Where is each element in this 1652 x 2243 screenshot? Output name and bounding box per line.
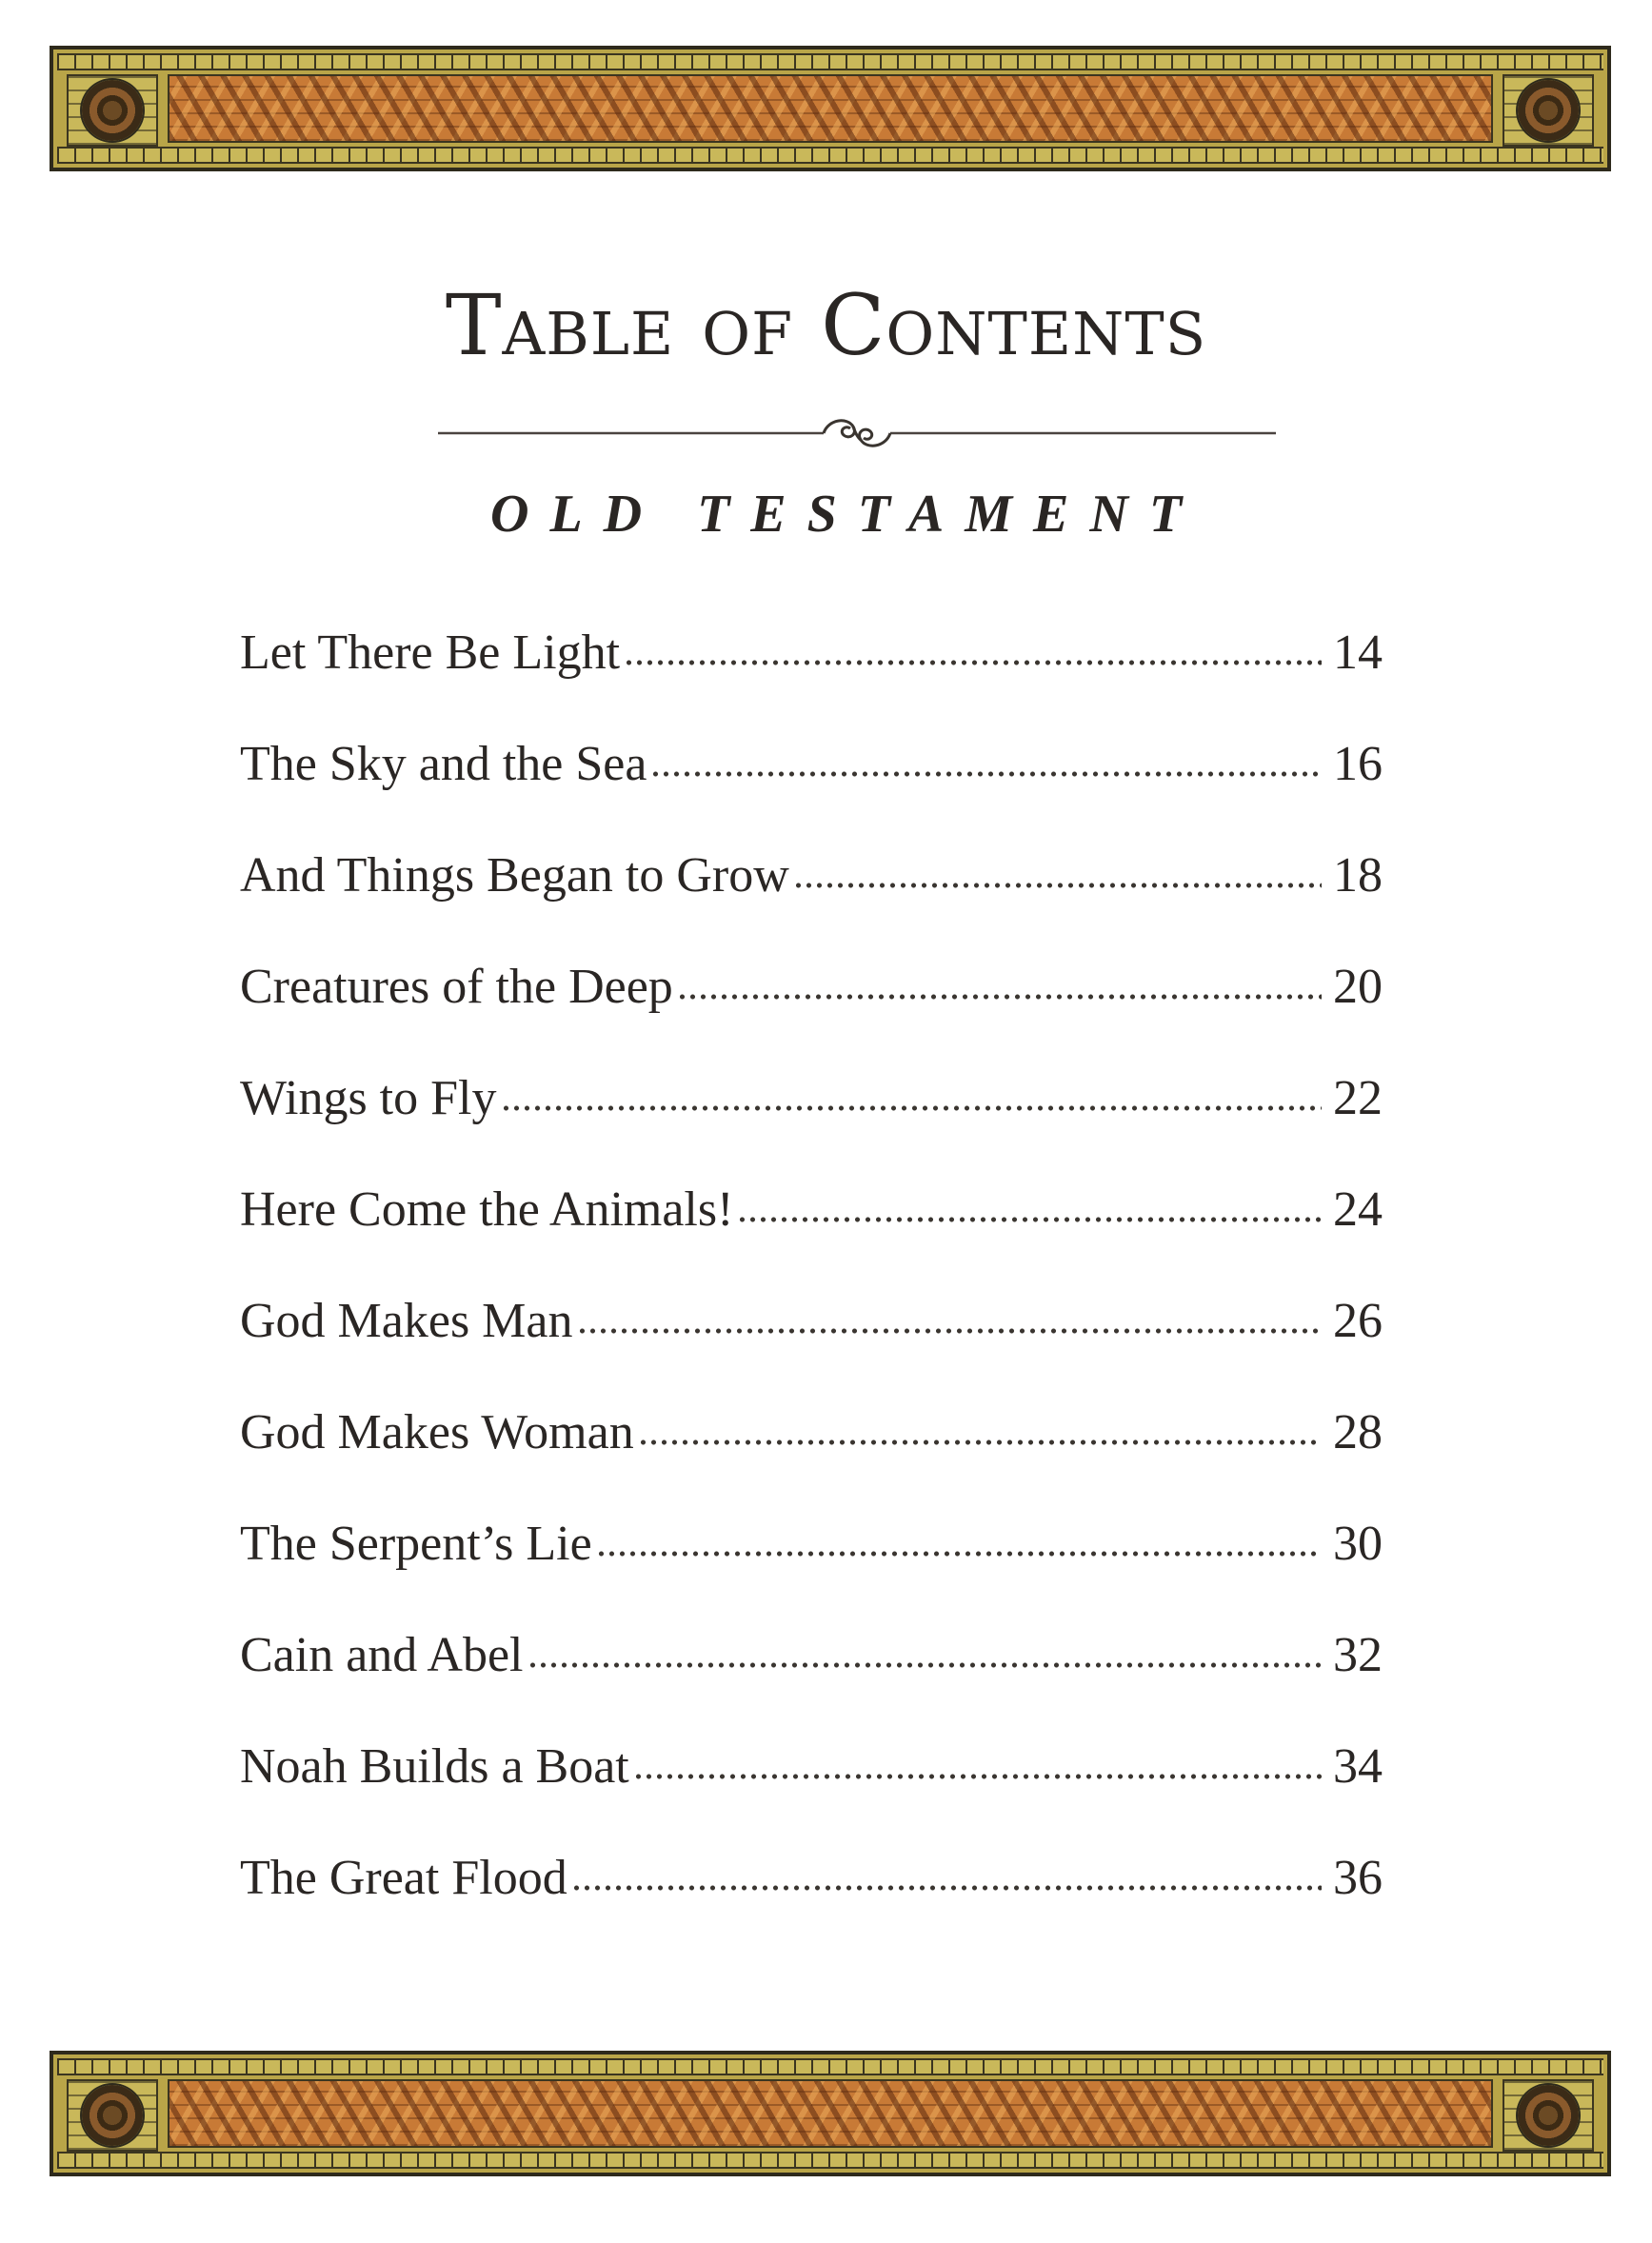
toc-entry-page: 28 <box>1333 1405 1383 1459</box>
toc-entry-page: 20 <box>1333 960 1383 1014</box>
toc-entry[interactable] <box>240 848 1383 963</box>
toc-entry[interactable] <box>240 1405 1383 1519</box>
toc-entry-title: The Sky and the Sea <box>240 737 647 791</box>
toc-entry-page: 30 <box>1333 1517 1383 1571</box>
toc-entry[interactable] <box>240 960 1383 1074</box>
page-title: Table of Contents <box>445 276 1207 374</box>
scroll-flourish-ornament <box>438 409 1276 457</box>
toc-entry-title: Cain and Abel <box>240 1628 524 1682</box>
toc-entry[interactable] <box>240 1739 1383 1854</box>
medallion-ornament <box>1503 2079 1594 2152</box>
bottom-mosaic-border <box>50 2051 1611 2176</box>
border-edge <box>57 2058 1603 2075</box>
toc-entry[interactable] <box>240 1628 1383 1742</box>
dot-leader <box>571 1854 1322 1892</box>
toc-entry-page: 36 <box>1333 1851 1383 1905</box>
toc-entry-page: 14 <box>1333 625 1383 680</box>
medallion-ornament <box>67 74 158 147</box>
toc-entry-title: God Makes Woman <box>240 1405 634 1459</box>
dot-leader <box>737 1185 1322 1223</box>
border-edge <box>57 2152 1603 2169</box>
toc-entry[interactable] <box>240 737 1383 851</box>
toc-entry-title: And Things Began to Grow <box>240 848 789 903</box>
toc-entry[interactable] <box>240 1182 1383 1297</box>
medallion-ornament <box>1503 74 1594 147</box>
dot-leader <box>650 740 1322 778</box>
border-edge <box>57 53 1603 70</box>
toc-list <box>240 625 1383 1965</box>
dot-leader <box>624 628 1322 666</box>
toc-entry-title: The Great Flood <box>240 1851 567 1905</box>
toc-entry[interactable] <box>240 1519 1383 1631</box>
dot-leader <box>501 1074 1323 1112</box>
toc-entry-page: 24 <box>1333 1182 1383 1237</box>
dot-leader <box>793 851 1322 889</box>
toc-entry-title: Noah Builds a Boat <box>240 1739 629 1794</box>
toc-entry-page: 16 <box>1333 737 1383 791</box>
medallion-disc <box>82 80 143 141</box>
toc-entry-page: 22 <box>1333 1071 1383 1125</box>
border-edge <box>57 147 1603 164</box>
medallion-disc <box>1518 2085 1579 2146</box>
toc-entry-title: Creatures of the Deep <box>240 960 673 1014</box>
toc-entry-page: 34 <box>1333 1739 1383 1794</box>
dot-leader <box>677 963 1322 1001</box>
toc-entry[interactable] <box>240 1851 1383 1965</box>
toc-entry-title: God Makes Man <box>240 1294 573 1348</box>
medallion-ornament <box>67 2079 158 2152</box>
toc-entry-page: 18 <box>1333 848 1383 903</box>
toc-entry[interactable] <box>240 1294 1383 1408</box>
dot-leader <box>527 1631 1322 1669</box>
top-mosaic-border <box>50 46 1611 171</box>
toc-entry-title: Wings to Fly <box>240 1071 497 1125</box>
dot-leader <box>638 1408 1322 1446</box>
mosaic-weave-pattern <box>168 74 1493 143</box>
dot-leader <box>633 1742 1322 1780</box>
toc-entry-title: Here Come the Animals! <box>240 1182 734 1237</box>
toc-entry-page: 26 <box>1333 1294 1383 1348</box>
section-heading: OLD TESTAMENT <box>490 485 1204 544</box>
toc-entry-title: The Serpent’s Lie <box>240 1517 592 1571</box>
medallion-disc <box>1518 80 1579 141</box>
dot-leader <box>596 1519 1322 1558</box>
mosaic-weave-pattern <box>168 2079 1493 2148</box>
toc-entry[interactable] <box>240 625 1383 740</box>
medallion-disc <box>82 2085 143 2146</box>
toc-entry-title: Let There Be Light <box>240 625 621 680</box>
toc-entry[interactable] <box>240 1071 1383 1185</box>
toc-entry-page: 32 <box>1333 1628 1383 1682</box>
dot-leader <box>577 1297 1322 1335</box>
